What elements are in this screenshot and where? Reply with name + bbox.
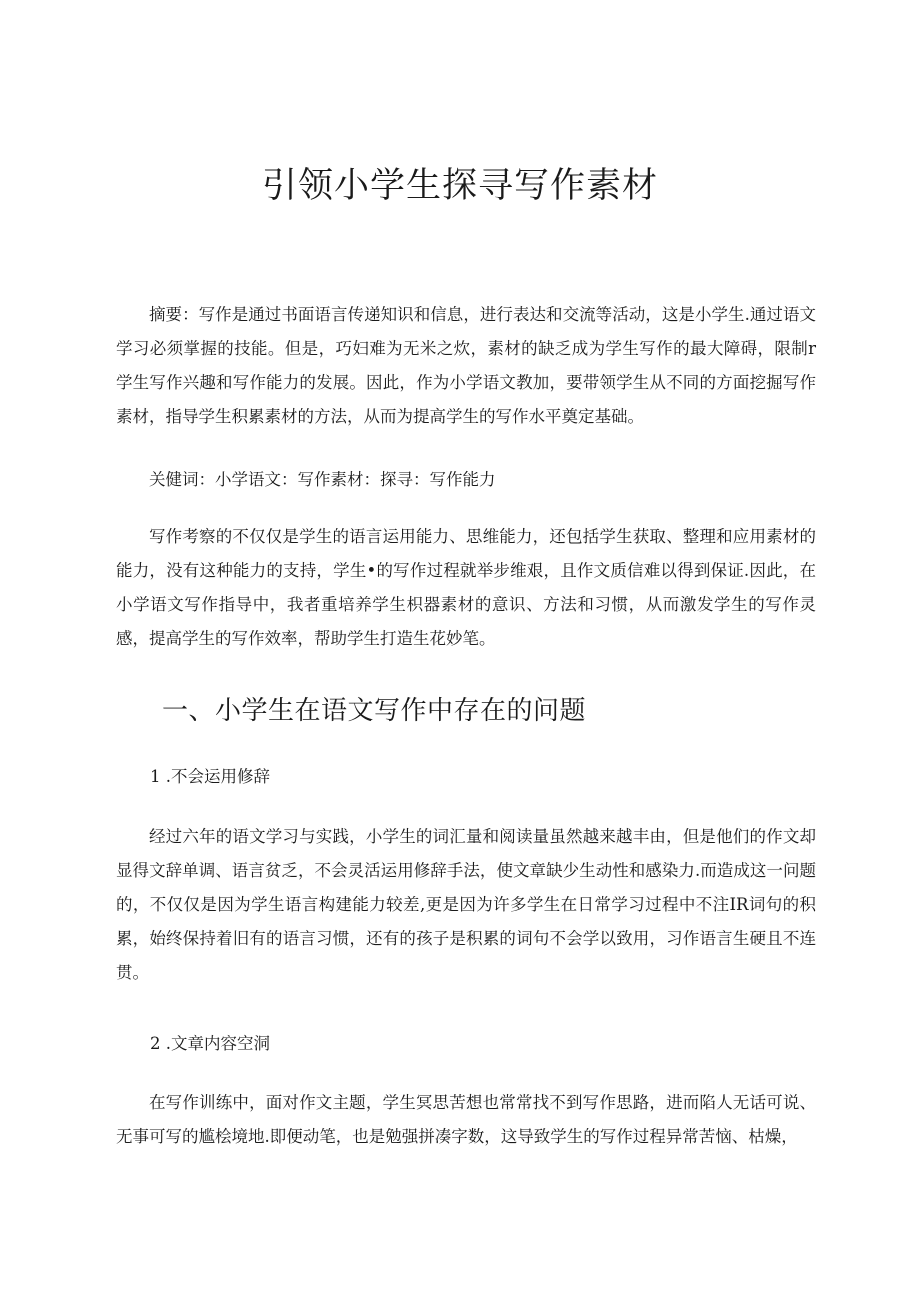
abstract-paragraph: 摘要：写作是通过书面语言传递知识和信息，进行表达和交流等活动，这是小学生.通过语文学习必须掌握的技能。但是，巧妇难为无米之炊，素材的缺乏成为学生写作的最大障碍，限制r学生写作兴趣和写作能力的发展。因此，作为小学语文教加，要带领学生从不同的方面挖掘写作素材，指导学生积累素材的方法，从而为提高学生的写作水平奠定基础。 [116, 305, 816, 426]
intro-paragraph: 写作考察的不仅仅是学生的语言运用能力、思维能力，还包括学生获取、整理和应用素材的能力，没有这种能力的支持，学生•的写作过程就举步维艰，且作文质信难以得到保证.因此，在小学语文写作指导中，我者重培养学生枳器素材的意识、方法和习惯，从而激发学生的写作灵感，提高学生的写作效率，帮助学生打造生花妙笔。 [116, 527, 816, 648]
subsection-heading-2: 2 .文章内容空洞 [150, 1034, 270, 1053]
keywords-line: 关健词：小学语文：写作素材：探寻：写作能力 [149, 470, 496, 489]
subsection-2-paragraph: 在写作训练中，面对作文主题，学生冥思苦想也常常找不到写作思路，进而陷人无话可说、无事可写的尴桧境地.即便动笔，也是勉强拼凑字数，这导致学生的写作过程异常苦恼、枯燥， [116, 1093, 816, 1146]
document-title: 引领小学生探寻写作素材 [261, 166, 658, 206]
subsection-heading-1: 1 .不会运用修辞 [150, 767, 270, 786]
subsection-1-paragraph: 经过六年的语文学习与实践，小学生的词汇量和阅读量虽然越来越丰由，但是他们的作文却显得文辞单调、语言贫乏，不会灵活运用修辞手法，使文章缺少生动性和感染力.而造成这一问题的，不仅仅是因为学生语言构建能力较差,更是因为许多学生在日常学习过程中不注IR词句的积累，始终保持着旧有的语言习惯，还有的孩子是积累的词句不会学以致用，习作语言生硬且不连贯。 [116, 827, 816, 982]
section-heading-1: 一、小学生在语文写作中存在的问题 [162, 696, 587, 726]
